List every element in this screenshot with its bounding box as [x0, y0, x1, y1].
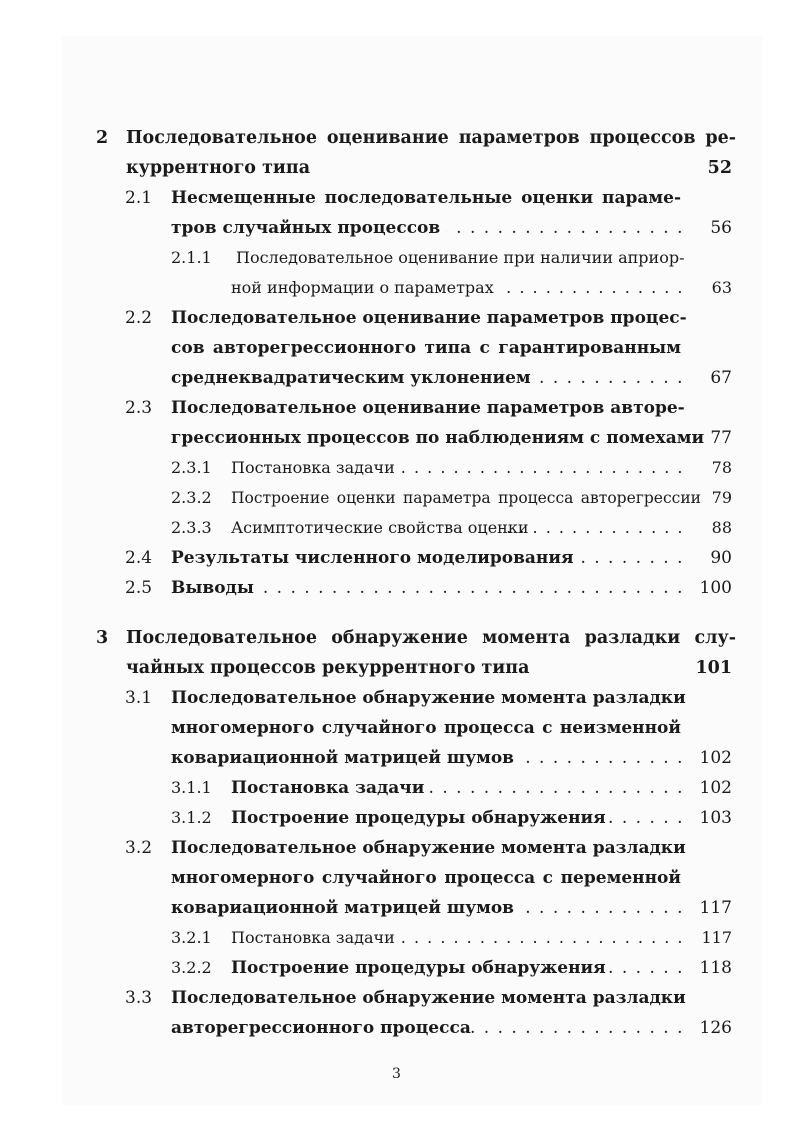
subsection-number: 3.2.2	[171, 958, 212, 977]
toc-section-2-3-line1	[96, 393, 736, 423]
section-number: 3.1	[125, 688, 153, 708]
toc-chapter-3-line2	[96, 653, 736, 683]
subsection-number: 3.1.1	[171, 778, 212, 797]
toc-section-2-5	[96, 573, 736, 603]
section-title: Последовательное обнаружение момента разладки	[171, 838, 686, 858]
page-number: 100	[699, 578, 732, 598]
page-number: 101	[695, 658, 732, 678]
page-number: 77	[710, 428, 732, 448]
chapter-title-cont: чайных процессов рекуррентного типа	[126, 658, 530, 678]
toc-section-2-3-line2	[96, 423, 736, 453]
page-number: 67	[710, 368, 732, 388]
subsection-title: Асимптотические свойства оценки	[231, 518, 529, 537]
toc-section-2-2-line3	[96, 363, 736, 393]
toc-subsection-2-3-3	[96, 513, 736, 543]
toc-chapter-2-line2	[96, 153, 736, 183]
section-title: Последовательное оценивание параметров авторе-	[171, 398, 685, 418]
chapter-title: Последовательное обнаружение момента разладки слу-	[126, 628, 736, 648]
page-number: 56	[710, 218, 732, 238]
section-title: Последовательное обнаружение момента разладки	[171, 988, 686, 1008]
subsection-number: 2.3.3	[171, 518, 212, 537]
section-title-cont: ковариационной матрицей шумов	[171, 748, 514, 768]
section-title-cont: грессионных процессов по наблюдениям с помехами	[171, 428, 705, 448]
toc-section-2-1-line1	[96, 183, 736, 213]
toc-section-3-2-line1	[96, 833, 736, 863]
toc-section-3-1-line1	[96, 683, 736, 713]
page-number: 52	[707, 158, 732, 178]
dot-leader	[520, 743, 684, 773]
subsection-title: Последовательное оценивание при наличии априор-	[236, 248, 685, 267]
dot-leader	[426, 773, 684, 803]
page-number: 117	[701, 928, 732, 947]
page-number: 126	[699, 1018, 732, 1038]
page-number: 88	[711, 518, 732, 537]
subsection-number: 3.1.2	[171, 808, 212, 827]
section-number: 2.4	[125, 548, 153, 568]
subsection-number: 2.3.1	[171, 458, 212, 477]
section-title-cont: сов авторегрессионного типа с гарантированным	[171, 338, 681, 358]
toc-section-2-1-line2	[96, 213, 736, 243]
section-number: 2.1	[125, 188, 153, 208]
dot-leader	[606, 803, 684, 833]
dot-leader	[520, 893, 684, 923]
toc-chapter-2-line1	[96, 123, 736, 153]
page-number: 103	[699, 808, 732, 828]
section-title-cont: авторегрессионного процесса	[171, 1018, 471, 1038]
toc-section-3-2-line3	[96, 893, 736, 923]
toc-subsection-3-1-1	[96, 773, 736, 803]
toc-subsection-3-2-2	[96, 953, 736, 983]
toc-subsection-3-1-2	[96, 803, 736, 833]
section-title: Последовательное оценивание параметров процес-	[171, 308, 687, 328]
dot-leader	[400, 453, 684, 483]
subsection-number: 2.1.1	[171, 248, 212, 267]
page-number: 102	[699, 778, 732, 798]
dot-leader	[506, 513, 684, 543]
subsection-title: Постановка задачи	[231, 778, 425, 798]
dot-leader	[254, 573, 684, 603]
chapter-number: 2	[96, 128, 109, 148]
section-title: Результаты численного моделирования	[171, 548, 574, 568]
section-number: 2.3	[125, 398, 153, 418]
subsection-title: Построение процедуры обнаружения	[231, 808, 606, 828]
subsection-title-cont: ной информации о параметрах	[231, 278, 494, 297]
section-title-cont: тров случайных процессов	[171, 218, 441, 238]
toc-section-2-4	[96, 543, 736, 573]
toc-subsection-3-2-1	[96, 923, 736, 953]
dot-leader	[470, 1013, 684, 1043]
dot-leader	[400, 923, 684, 953]
section-title: Последовательное обнаружение момента разладки	[171, 688, 686, 708]
toc-section-3-1-line3	[96, 743, 736, 773]
page-number: 118	[699, 958, 732, 978]
subsection-title: Постановка задачи	[231, 458, 395, 477]
dot-leader	[446, 213, 684, 243]
toc-section-3-1-line2	[96, 713, 736, 743]
toc-section-2-2-line1	[96, 303, 736, 333]
subsection-title: Построение оценки параметра процесса авторегрессии	[231, 489, 701, 507]
toc-subsection-2-1-1-line1	[96, 243, 736, 273]
section-number: 2.5	[125, 578, 153, 598]
section-title-cont: среднеквадратическим уклонением	[171, 368, 531, 388]
toc-subsection-2-1-1-line2	[96, 273, 736, 303]
subsection-title: Постановка задачи	[231, 928, 395, 947]
section-title: Выводы	[171, 578, 254, 598]
section-number: 3.3	[125, 988, 153, 1008]
subsection-number: 3.2.1	[171, 928, 212, 947]
toc-section-3-2-line2	[96, 863, 736, 893]
toc-section-2-2-line2	[96, 333, 736, 363]
page-number: 102	[699, 748, 732, 768]
dot-leader	[568, 543, 684, 573]
subsection-number: 2.3.2	[171, 488, 212, 507]
section-title-cont: ковариационной матрицей шумов	[171, 898, 514, 918]
chapter-title: Последовательное оценивание параметров процессов ре-	[126, 128, 736, 148]
toc-subsection-2-3-2	[96, 483, 736, 513]
toc-chapter-3-line1	[96, 623, 736, 653]
dot-leader	[606, 953, 684, 983]
page-number: 63	[711, 278, 732, 297]
chapter-number: 3	[96, 628, 109, 648]
subsection-title: Построение процедуры обнаружения	[231, 958, 606, 978]
toc-subsection-2-3-1	[96, 453, 736, 483]
page-number: 117	[699, 898, 732, 918]
section-title: Несмещенные последовательные оценки параме-	[171, 188, 681, 208]
page-number: 90	[710, 548, 732, 568]
chapter-title-cont: куррентного типа	[126, 158, 311, 178]
toc-section-3-3-line2	[96, 1013, 736, 1043]
section-number: 3.2	[125, 838, 153, 858]
page-number: 78	[711, 458, 732, 477]
page-footer-number: 3	[392, 1066, 401, 1082]
section-number: 2.2	[125, 308, 153, 328]
page-number: 79	[711, 488, 732, 507]
toc-section-3-3-line1	[96, 983, 736, 1013]
dot-leader	[532, 363, 684, 393]
section-title-cont: многомерного случайного процесса с переменной	[171, 868, 681, 888]
dot-leader	[504, 273, 684, 303]
section-title-cont: многомерного случайного процесса с неизменной	[171, 718, 681, 738]
